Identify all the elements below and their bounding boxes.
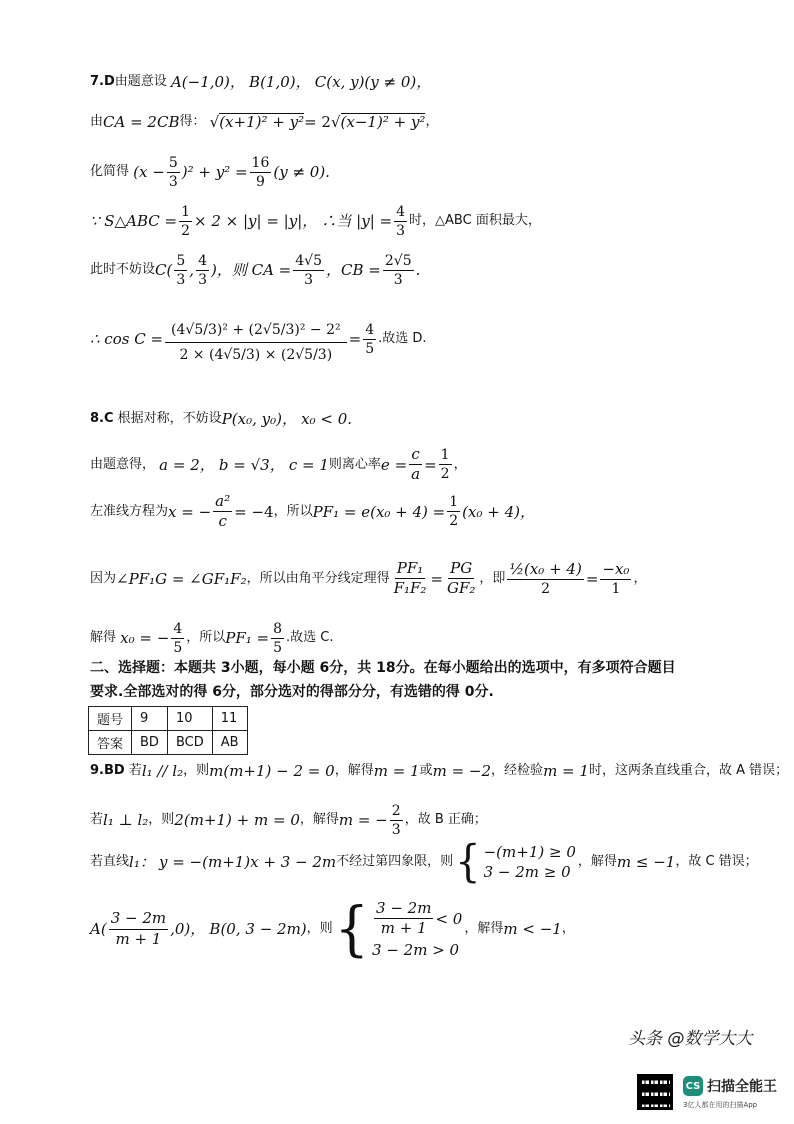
numerator: 4√5: [293, 253, 324, 271]
math-expr: =: [348, 330, 362, 349]
sqrt-icon: √: [330, 112, 341, 131]
table-row: [89, 707, 248, 731]
denominator: 3: [198, 272, 207, 289]
denominator: F₁F₂: [393, 579, 427, 598]
table-cell: 11: [212, 707, 247, 731]
denominator: 5: [173, 640, 183, 657]
fraction: [383, 253, 414, 288]
numerator: 3 − 2m: [374, 900, 433, 919]
fraction: [196, 253, 209, 288]
q9-text: 若: [128, 763, 142, 779]
math-expr: P(x₀, y₀)，: [221, 410, 297, 428]
q7-label: 7.D: [90, 74, 115, 90]
table-cell: 9: [132, 707, 168, 731]
q7-line-2: [90, 113, 438, 131]
q7-line-3: [90, 155, 330, 190]
fraction: [600, 561, 631, 597]
system-rows: [372, 900, 462, 958]
denominator: 2 × (4√5/3) × (2√5/3): [179, 347, 333, 364]
math-expr: l₁ // l₂: [141, 762, 184, 780]
q7-line-4: [90, 204, 541, 239]
q8-text: ，所以由角平分线定理得: [246, 570, 390, 586]
q8-text: 则离心率: [328, 456, 381, 472]
scanner-tagline: 3亿人都在用的扫描App: [683, 1101, 758, 1109]
math-expr: ,0)，: [170, 919, 206, 938]
q8-text: 因为: [90, 570, 117, 586]
q7-line-1: [90, 74, 431, 91]
fraction: [171, 621, 184, 656]
math-expr: PF₁ = e(x₀ + 4) =: [312, 502, 446, 521]
math-expr: C(: [155, 261, 173, 280]
camscanner-logo-icon: CS: [683, 1076, 703, 1096]
fraction: [394, 204, 407, 239]
math-expr: × 2 × |y| = |y|，: [194, 212, 318, 231]
math-expr: =: [424, 455, 437, 474]
denominator: 2: [541, 580, 551, 597]
denominator: 3: [168, 174, 178, 191]
numerator: c: [409, 446, 421, 465]
section-2-line-2: 要求.全部选对的得 6分，部分选对的得部分分，有选错的得 0分.: [90, 684, 494, 700]
math-expr: l₁ ⊥ l₂: [103, 811, 149, 830]
q8-text: ，即: [479, 570, 506, 586]
math-expr: m < −1: [503, 919, 562, 938]
point-b: B(1,0)，: [249, 73, 311, 91]
denominator: m + 1: [380, 919, 427, 938]
denominator: 3: [391, 822, 401, 839]
q8-line-1: [90, 411, 352, 428]
answer-table: [88, 706, 248, 755]
q9-text: ，则: [306, 920, 333, 936]
math-expr: a = 2，: [159, 455, 215, 474]
fraction: [213, 493, 232, 531]
q7-text: 得：: [179, 113, 206, 129]
q8-label: 8.C: [90, 411, 114, 427]
fraction: [293, 253, 324, 288]
math-expr: )² + y² =: [181, 163, 248, 182]
q8-text: 根据对称，不妨设: [117, 411, 222, 427]
cos-fraction: [165, 316, 347, 363]
q8-line-5: [90, 621, 334, 656]
math-expr: m ≤ −1: [616, 852, 676, 871]
numerator: 4: [394, 204, 407, 222]
q8-text: ，所以: [273, 503, 313, 519]
punct: ，: [633, 570, 647, 586]
math-expr: (x −: [133, 163, 165, 182]
numerator: 4: [171, 621, 184, 639]
q9-label: 9.BD: [90, 763, 125, 779]
math-expr: m(m+1) − 2 = 0: [209, 762, 335, 780]
table-cell: 答案: [89, 731, 132, 755]
table-cell: 题号: [89, 707, 132, 731]
q9-line-4: [90, 893, 575, 964]
math-expr: y = −(m+1)x + 3 − 2m: [158, 852, 337, 871]
denominator: GF₂: [447, 579, 476, 598]
inequality-system: [455, 836, 576, 888]
math-expr: =: [585, 569, 599, 588]
math-expr: (x₀ + 4)，: [462, 502, 535, 521]
math-expr: e =: [380, 455, 408, 474]
math-expr: = −4: [234, 502, 274, 521]
math-expr: l₁：: [129, 852, 155, 871]
point-c: C(x, y)(y ≠ 0)，: [314, 73, 432, 91]
fraction: [447, 494, 460, 529]
scanner-app-name: 扫描全能王: [707, 1079, 777, 1095]
q7-text: 由: [90, 113, 104, 129]
denominator: 2: [449, 513, 459, 530]
q7-text: △ABC 面积最大，: [435, 213, 541, 229]
point-a: A(−1,0)，: [170, 73, 245, 91]
numerator: 1: [447, 494, 460, 512]
table-row: [89, 731, 248, 755]
denominator: 2: [440, 466, 450, 483]
math-expr: (y ≠ 0).: [273, 163, 330, 182]
math-expr: < 0: [435, 909, 463, 928]
q9-text: 不经过第四象限，则: [336, 853, 454, 869]
inequality-system: [334, 893, 463, 964]
math-expr: m = 1: [373, 762, 420, 780]
q7-text: .故选 D.: [378, 331, 427, 347]
numerator: PG: [448, 560, 474, 579]
q9-text: ，故 B 正确；: [404, 812, 487, 828]
numerator: 4: [363, 322, 376, 340]
math-expr: x = −: [168, 502, 212, 521]
q8-text: 由题意得，: [90, 456, 156, 472]
punct: .: [415, 261, 421, 280]
numerator: 5: [167, 155, 180, 173]
q7-line-6: [90, 316, 427, 363]
q9-text: 时，这两条直线重合，故 A 错误；: [588, 763, 789, 779]
fraction: [363, 322, 376, 357]
denominator: 5: [273, 640, 283, 657]
table-cell: BCD: [167, 731, 212, 755]
math-expr: B(0, 3 − 2m): [209, 919, 307, 938]
system-row: −(m+1) ≥ 0: [483, 842, 576, 861]
denominator: c: [218, 512, 227, 531]
punct: ，: [453, 456, 467, 472]
sqrt-icon: √: [209, 112, 220, 131]
numerator: −x₀: [600, 561, 631, 580]
math-expr: ，CB =: [326, 261, 381, 280]
math-expr: (x+1)² + y²: [219, 113, 305, 131]
q9-line-2: [90, 803, 487, 838]
math-expr: c = 1: [288, 455, 329, 474]
fraction: [392, 560, 429, 598]
brace-icon: {: [455, 836, 481, 888]
fraction: [179, 204, 192, 239]
math-expr: ∵ S△ABC =: [90, 212, 178, 231]
q8-text: 解得: [90, 630, 117, 646]
numerator: 2: [390, 803, 403, 821]
q8-text: 左准线方程为: [90, 503, 169, 519]
fraction: [271, 621, 284, 656]
fraction: [374, 900, 433, 938]
fraction: [174, 253, 187, 288]
numerator: 1: [439, 447, 452, 465]
numerator: 3 − 2m: [109, 910, 168, 929]
math-expr: A(: [90, 919, 107, 938]
q9-line-1: [90, 763, 788, 780]
fraction: [250, 155, 272, 190]
q9-text: 若直线: [90, 853, 130, 869]
denominator: 9: [255, 174, 265, 191]
q9-text: 或: [419, 763, 433, 779]
numerator: 4: [196, 253, 209, 271]
q9-text: ，解得: [299, 812, 339, 828]
denominator: 3: [393, 272, 403, 289]
system-row: [372, 900, 462, 938]
numerator: 2√5: [383, 253, 414, 271]
math-expr: = 2: [304, 112, 331, 131]
section-2-line-1: 二、选择题：本题共 3小题，每小题 6分，共 18分。在每小题给出的选项中，有多项符合题目: [90, 660, 676, 676]
table-cell: BD: [132, 731, 168, 755]
math-expr: x₀ < 0.: [301, 410, 353, 428]
fraction: [409, 446, 422, 484]
q7-text: 时，: [409, 213, 436, 229]
q7-line-5: [90, 253, 420, 288]
fraction: [445, 560, 477, 598]
watermark-text: 头条 @数学大大: [628, 1029, 753, 1049]
q8-line-3: [90, 493, 535, 531]
numerator: 5: [174, 253, 187, 271]
section-2-heading: [90, 656, 710, 704]
table-cell: 10: [167, 707, 212, 731]
punct: ,: [189, 261, 195, 280]
math-expr: x₀ = −: [120, 629, 170, 648]
q9-text: ，则: [183, 763, 210, 779]
q9-text: ，解得: [334, 763, 374, 779]
math-expr: ∠PF₁G = ∠GF₁F₂: [116, 569, 247, 588]
denominator: m + 1: [115, 929, 162, 948]
q9-text: ，解得: [577, 853, 617, 869]
q7-text: 此时不妨设: [90, 262, 156, 278]
q9-text: ，经检验: [491, 763, 544, 779]
punct: ，: [561, 920, 575, 936]
math-expr: m = −: [338, 811, 388, 830]
fraction: [167, 155, 180, 190]
math-expr: 2(m+1) + m = 0: [174, 811, 300, 830]
numerator: a²: [213, 493, 232, 512]
math-expr: ∴ cos C =: [90, 330, 164, 349]
table-cell: AB: [212, 731, 247, 755]
denominator: 2: [181, 223, 190, 240]
system-rows: [484, 844, 576, 881]
numerator: 16: [250, 155, 272, 173]
system-row: 3 − 2m ≥ 0: [483, 863, 571, 881]
qr-code-icon: [637, 1074, 673, 1110]
brace-icon: {: [334, 893, 370, 964]
math-expr: (x−1)² + y²: [340, 113, 426, 131]
math-expr: CA = 2CB: [103, 112, 180, 131]
fraction: [109, 910, 168, 948]
numerator: 8: [271, 621, 284, 639]
denominator: 1: [611, 580, 621, 597]
punct: ，: [425, 113, 439, 129]
math-expr: )，则 CA =: [210, 261, 292, 280]
system-row: 3 − 2m > 0: [372, 940, 460, 959]
numerator: 1: [179, 204, 192, 222]
numerator: (4√5/3)² + (2√5/3)² − 2²: [165, 316, 347, 343]
math-expr: PF₁ =: [225, 629, 270, 648]
math-expr: =: [430, 569, 444, 588]
q9-text: ，故 C 错误；: [675, 853, 758, 869]
q8-text: .故选 C.: [286, 630, 334, 646]
numerator: ½(x₀ + 4): [507, 561, 583, 580]
q7-text: 化简得: [90, 164, 130, 180]
denominator: 5: [365, 341, 375, 358]
math-expr: ∴当 |y| =: [321, 212, 393, 231]
denominator: a: [411, 465, 421, 484]
denominator: 3: [304, 272, 314, 289]
q8-text: ，所以: [186, 630, 226, 646]
fraction: [390, 803, 403, 838]
fraction: [439, 447, 452, 482]
q8-line-4: [90, 560, 646, 598]
q9-line-3: [90, 836, 758, 888]
q8-line-2: [90, 446, 467, 484]
q9-text: ，则: [148, 812, 175, 828]
numerator: PF₁: [395, 560, 426, 579]
math-expr: m = 1: [543, 762, 589, 780]
q7-text: 由题意设: [114, 74, 167, 90]
fraction: [507, 561, 583, 597]
math-expr: m = −2: [432, 762, 492, 780]
denominator: 3: [396, 223, 406, 240]
denominator: 3: [176, 272, 186, 289]
q9-text: 若: [90, 812, 104, 828]
q9-text: ，解得: [464, 920, 504, 936]
math-expr: b = √3，: [218, 455, 285, 474]
